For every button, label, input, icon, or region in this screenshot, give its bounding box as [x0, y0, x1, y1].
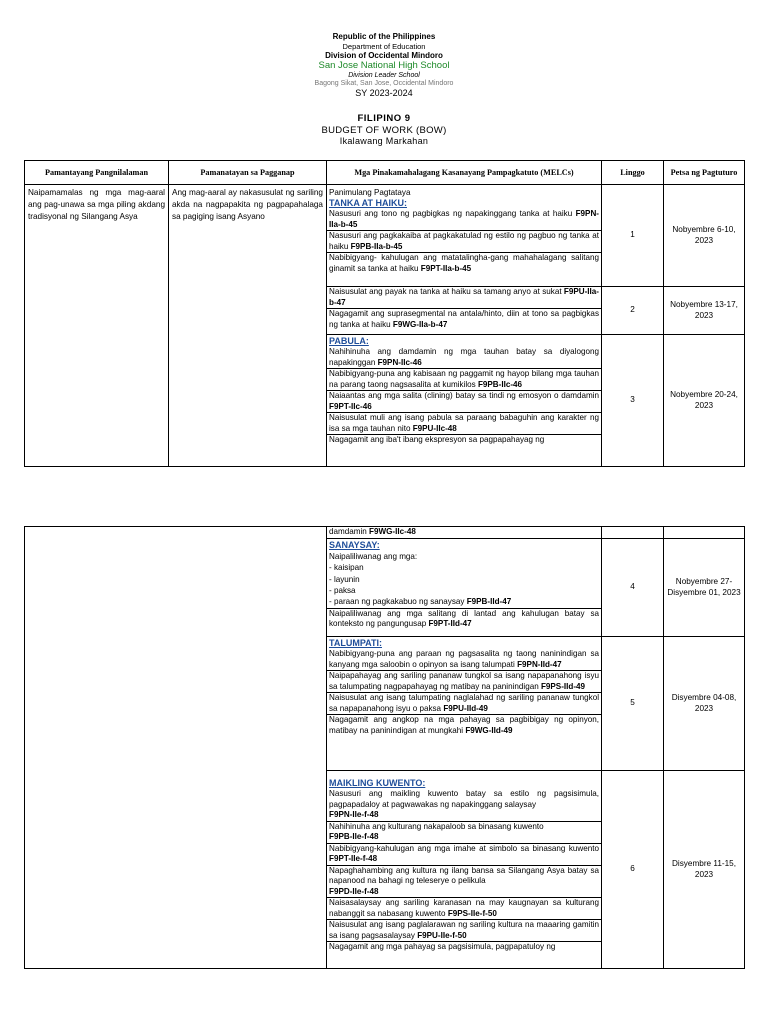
melc-item: Nagagamit ang mga pahayag sa pagsisimula, pagpapatuloy ng [329, 942, 556, 952]
melc-item: Nasusuri ang tono ng pagbigkas ng napakinggang tanka at haiku F9PN-IIa-b-45 [327, 209, 601, 231]
melc-cell-week-5 [327, 637, 602, 771]
subject-title: FILIPINO 9 [357, 113, 411, 125]
week-date: Nobyembre 27- Disyembre 01, 2023 [664, 539, 745, 637]
content-standard-text: Naipamamalas ng mga mag-aaral ang pag-unawa sa mga piling akdang tradisyonal ng Silangang Asya [28, 188, 165, 221]
col-header-melcs: Mga Pinakamahalagang Kasanayang Pampagkatuto (MELCs) [327, 161, 602, 185]
document-title: BUDGET OF WORK (BOW) [321, 124, 447, 136]
content-standard-cell [25, 185, 169, 467]
melc-item: Nabibigyang- kahulugan ang matatalingha-gang mahahalagang salitang ginamit sa tanka at haiku F9PT-IIa-b-45 [329, 253, 599, 273]
melc-item: Nahihinuha ang damdamin ng mga tauhan batay sa diyalogong napakinggan F9PN-IIc-46 [327, 347, 601, 369]
melc-item: Nagagamit ang iba't ibang ekspresyon sa pagpapahayag ng [329, 435, 545, 445]
performance-standard-cell [169, 185, 327, 467]
col-header-performance-standard: Pamanatayan sa Pagganap [169, 161, 327, 185]
col-header-content-standard: Pamantayang Pangnilalaman [25, 161, 169, 185]
week-number: 6 [602, 771, 664, 969]
melc-item: Naisusulat ang isang talumpating naglalahad ng sariling pananaw tungkol sa napapanahong isyu o paksa F9PU-IId-49 [327, 693, 601, 715]
address-line: Bagong Sikat, San Jose, Occidental Mindoro [314, 79, 454, 87]
melc-item: Nabibigyang-puna ang paraan ng pagsasalita ng taong naninindigan sa kanyang mga saloobin o opinyon sa isang talumpati F9PN-IId-47 [327, 649, 601, 671]
melc-item: Nasusuri ang pagkakaiba at pagkakatulad ng estilo ng pagbuo ng tanka at haiku F9PB-IIa-b-45 [327, 231, 601, 253]
table-header-row [25, 161, 745, 185]
table-row-continuation [25, 527, 745, 539]
melc-item: damdamin F9WG-IIc-48 [329, 527, 416, 536]
school-year: SY 2023-2024 [355, 88, 413, 99]
week-number: 1 [602, 185, 664, 287]
bow-table-page-1 [24, 160, 745, 467]
melc-item: Nahihinuha ang kulturang nakapaloob sa binasang kuwento F9PB-IIe-f-48 [327, 822, 601, 844]
department-line: Department of Education [342, 41, 426, 51]
week-date: Disyembre 11-15, 2023 [664, 771, 745, 969]
melc-item: Nasusuri ang maikling kuwento batay sa estilo ng pagsisimula, pagpapadaloy at pagwawakas ng napakinggang salaysay F9PN-IIe-f-48 [327, 789, 601, 822]
week-date: Disyembre 04-08, 2023 [664, 637, 745, 771]
melc-item: Naisusulat ang payak na tanka at haiku sa tamang anyo at sukat F9PU-IIa-b-47 [327, 287, 601, 309]
lesson-title-talumpati: TALUMPATI: [329, 638, 382, 648]
melc-item: Naipapahayag ang sariling pananaw tungkol sa isang napapanahong isyu sa talumpating nagpapahayag ng matibay na paninindigan F9PS-IId-49 [327, 671, 601, 693]
date-blank [664, 527, 745, 539]
melc-item: Naisasalaysay ang sariling karanasan na may kaugnayan sa kulturang nabanggit sa nabasang kuwento F9PS-IIe-f-50 [327, 898, 601, 920]
lesson-title-maikling-kuwento: MAIKLING KUWENTO: [329, 778, 426, 788]
melc-cell-week-2 [327, 287, 602, 335]
melc-cell-week-4 [327, 539, 602, 637]
quarter-label: Ikalawang Markahan [339, 135, 429, 146]
division-line: Division of Occidental Mindoro [325, 50, 443, 60]
week-number: 3 [602, 335, 664, 467]
week-number: 4 [602, 539, 664, 637]
melc-cell-week-6 [327, 771, 602, 969]
lesson-title-pabula: PABULA: [329, 336, 369, 346]
col-header-date: Petsa ng Pagtuturo [664, 161, 745, 185]
republic-line: Republic of the Philippines [332, 32, 436, 41]
week-date: Nobyembre 13-17, 2023 [664, 287, 745, 335]
bow-table-page-2 [24, 526, 745, 969]
leader-school-line: Division Leader School [348, 71, 420, 79]
melc-item: Nabibigyang-puna ang kabisaan ng paggamit ng hayop bilang mga tauhan na parang taong nagsasalita at kumikilos F9PB-IIc-46 [327, 369, 601, 391]
melc-item: Naisusulat ang isang paglalarawan ng sariling kultura na maaaring gamitin sa isang pagsasalaysay F9PU-IIe-f-50 [327, 920, 601, 942]
melc-item: Naiaantas ang mga salita (clining) batay sa tindi ng emosyon o damdamin F9PT-IIc-46 [327, 391, 601, 413]
table-row-week-1 [25, 185, 745, 287]
week-number: 2 [602, 287, 664, 335]
melc-item: Nabibigyang-kahulugan ang mga imahe at simbolo sa binasang kuwento F9PT-IIe-f-48 [327, 844, 601, 866]
intro-assessment: Panimulang Pagtataya [329, 188, 411, 197]
melc-item: Nagagamit ang suprasegmental na antala/hinto, diin at tono sa pagbigkas ng tanka at haiku F9WG-IIa-b-47 [329, 309, 599, 329]
melc-cell-week-3 [327, 335, 602, 467]
week-date: Nobyembre 6-10, 2023 [664, 185, 745, 287]
melc-item: Napaghahambing ang kultura ng ilang bansa sa Silangang Asya batay sa napanood na bahagi ng teleserye o pelikula F9PD-IIe-f-48 [327, 866, 601, 899]
col-header-week: Linggo [602, 161, 664, 185]
melc-item: Naipaliliwanag ang mga salitang di lantad ang kahulugan batay sa konteksto ng pangungusap F9PT-IId-47 [329, 608, 599, 629]
melc-item: Naipaliliwanag ang mga: - kaisipan - layunin - paksa - paraan ng pagkakabuo ng sanaysay F9PB-IId-47 [329, 552, 512, 607]
melc-item: Nagagamit ang angkop na mga pahayag sa pagbibigay ng opinyon, matibay na paninindigan at mungkahi F9WG-IId-49 [329, 715, 599, 735]
lesson-title-sanaysay: SANAYSAY: [329, 540, 380, 550]
melc-cell-week-1 [327, 185, 602, 287]
lesson-title-tanka: TANKA AT HAIKU: [329, 198, 407, 208]
week-date: Nobyembre 20-24, 2023 [664, 335, 745, 467]
school-name: San Jose National High School [318, 60, 450, 72]
performance-standard-text: Ang mag-aaral ay nakasusulat ng sariling akda na nagpapakita ng pagpapahalaga sa pagiging isang Asyano [172, 188, 323, 221]
melc-item: Naisusulat muli ang isang pabula sa paraang babaguhin ang karakter ng isa sa mga tauhan nito F9PU-IIc-48 [327, 413, 601, 435]
week-number: 5 [602, 637, 664, 771]
document-header [0, 32, 768, 147]
standards-blank-cell [25, 527, 327, 969]
melc-cell-continuation [327, 527, 602, 539]
week-blank [602, 527, 664, 539]
